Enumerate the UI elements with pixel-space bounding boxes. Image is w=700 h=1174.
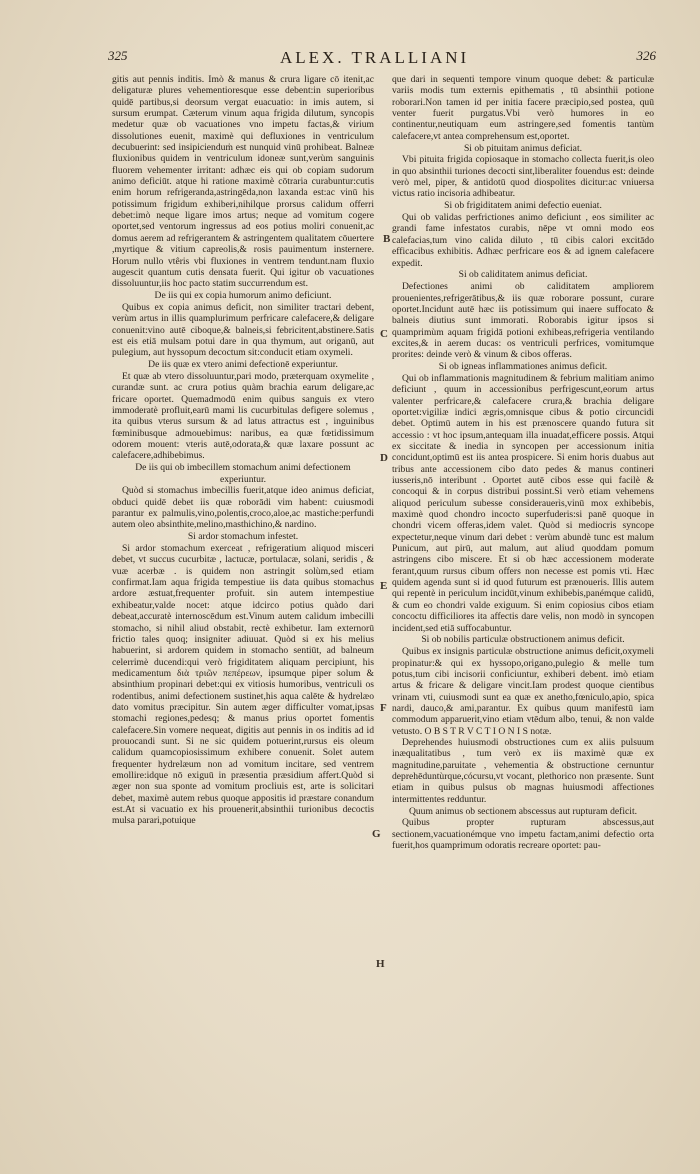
paragraph: Deprehendes huiusmodi obstructiones cum ex aliis pulsuum inæqualitatibus , tum verò ex iis maximè quæ ex magnitudine,paruitate , vehementia & obstructione cernuntur deprehēduntùrque,cócursu,vt vocant, plethorico non præsente. Sunt etiam in quibus pulsus ob magnas huiusmodi affectiones intermittentes redduntur.	[392, 736, 654, 805]
margin-letter-c: C	[380, 328, 388, 340]
paragraph: Si ardor stomachum exerceat , refrigeratium aliquod misceri debet, vt succus cucurbitæ , lactucæ, portulacæ, solani, seridis , & vuæ acerbæ . is quidem non astringit solùm,sed etiam confirmat.Iam aqua frigida tempestiue iis data quibus stomachus ardore æstuat,frequenter profuit. sin autem intempestiue exhibeatur,valde nocet: atque idcirco potius quàdo dari debeat,accuratè internoscēdum est.Vinum autem calidum imbecilli stomacho, si nihil aliud obstabit, rectè exhibetur. Iam externorū frictio tales quoq; insigniter adiuuat. Quòd si ex his melius habuerint, si ardorem quidem in stomacho sentiūt, ad balneum celerrimè ducendi:qui verò frigiditatem aliquam percipiunt, his medicamentum διὰ τριῶν πεπέρεων, ipsumque piper solum & absinthium propinari debet:qui ex vitiosis humoribus, ventriculi os rodentibus, animi defectionem sustinet,his aqua calēte & hydrelæo dato vomitus præcipitur. Sin autem æger difficulter vomat,ipsas stomachi regiones,pedesq; & manus prius oportet fomentis calefacere.Sin vomere nequeat, digitis aut pennis in os inditis ad id prouocandi sunt. Si ne sic quidem potuerint,rursus eis oleum calidum quamcopiosissimum exhibere conuenit. Solet autem frequenter hydrelæum non ad vomitum incitare, sed ventrem emollire:idque nō exiguū in præsentia præsidium affert.Quòd si æger non sua sponte ad vomitum procliuis est, arte is solicitari debet, maximè autem rebus quoque appositis id præstare conandum est.At si vacuatio ex his prouenerit,absinthii turionibus decoctis mulsa parari,potuique	[112, 543, 374, 827]
paragraph: Defectiones animi ob caliditatem ampliorem prouenientes,refrigerātibus,& iis quæ roborare possunt, curare oportet.Incidunt autē hæc iis potissimum qui inaere suffocato & balneis diutius sunt immorati. Roborabis igitur ipsos si quamprimùm aquam frigidā potioni exhibeas,refrigeria ventilando excites,& in aerem ducas: os ventriculi perfrices, vomitumque prorites: deinde verò & vinum & cibos offeras.	[392, 281, 654, 361]
paragraph: gitis aut pennis inditis. Imò & manus & crura ligare cō itenit,ac deligaturæ plures vehementioresque esse debent:in superioribus quidē partibus,si deorsum vergat euacuatio: in imis autem, si sursum erumpat. Cæterum vinum aqua frigida dilutum, syncopis medetur quæ ob vacuationes vno impetu factas,& virium dissolutiones euenit, maximè qui defluxiones in ventriculum decubuerint: sed insipicienduṁ est nunquid vinū prohibeat. Balneæ fluxionibus quidem in ventriculum idoneæ sunt,verùm sanguinis fluorem vehementer irritant: adhæc eis qui ob copiam sudorum animo deficiūt. atque hi ratione maximè cōtraria curabuntur:cutis enim horum refrigeranda,astringēda,non laxanda est:ac vinū his potissimum frigidum exhiberi,nihilque prorsus calidum offerri debet:imò neque ligare imos artus; neque ad vomitum cogere oportet,sed ventorum ingressus ad eos potius moliri conuenit,ac domus aerem ad refrigerantem & astringentem qualitatem cōuertere ,myrtique & vitium capreolis,& rosis pauimentum insternere. Horum nullo vtêris vbi fluxiones in ventrem tendunt.nam fluxio augescit quantum cutis densata fuerit. Qui igitur ob vacuationes dissoluuntur,iis hoc pacto statim succurrendum est.	[112, 74, 374, 290]
margin-letter-f: F	[380, 702, 387, 714]
section-heading: De iis quæ ex vtero animi defectionē experiuntur.	[148, 359, 338, 371]
paragraph: Quibus ex copia animus deficit, non similiter tractari debent, verùm artus in illis quamplurimum perfricare calefacere,& deligare conuenit:vino autē ciboque,& balneis,si febricitent,abstinere.Satis est eis etiā mulsam potui dare in qua thymum, aut origanū, aut pulegium, aut hyssopum decoctum sit:conducit etiam oxymeli.	[112, 301, 374, 359]
section-heading: Si ob igneas inflammationes animus deficit.	[438, 361, 608, 373]
section-heading: Si ob pituitam animus deficiat.	[463, 142, 583, 154]
section-heading: Si ob caliditatem animus deficiat.	[458, 269, 588, 281]
section-heading: Si ob nobilis particulæ obstructionem animus deficit.	[421, 634, 625, 646]
paragraph: Quibus propter rupturam abscessus,aut sectionem,vacuationémque vno impetu factam,animi defectio orta fuerit,hos quamprimum odoratis recreare oportet: pau-	[392, 817, 654, 852]
right-column	[392, 74, 654, 851]
running-title: ALEX. TRALLIANI	[280, 48, 470, 67]
margin-letter-e: E	[380, 580, 388, 592]
margin-letter-b: B	[383, 233, 391, 245]
running-header	[108, 48, 656, 70]
paragraph: que dari in sequenti tempore vinum quoque debet: & particulæ variis modis tum externis epithematis , tū absinthii potione roborari.Non tamen id per initia facere præcipio,sed postea, quū venter fuerit purgatus.Vbi verò humores in eo continentur,neutiquam eum astringere,sed fomentis tantùm calefacere,vt antea comprehensum est,oportet.	[392, 74, 654, 142]
paragraph: Qui ob validas perfrictiones animo deficiunt , eos similiter ac grandi fame infestatos curabis, nēpe vt omni modo eos calefacias,tum vino calida diluto , tū cibis calori excitādo efficacibus exhibitis. Adhæc perfricare eos & ad ignem calefacere expedit.	[392, 212, 654, 269]
paragraph: Quòd si stomachus imbecillis fuerit,atque ideo animus deficiat, obduci quidē debet iis quæ roborādi vim habent: cuiusmodi parantur ex palmulis,vino,polentis,croco,aloe,ac mastiche:perfundi autem oleo absinthite,melino,masthichino,& nardino.	[112, 485, 374, 531]
paragraph: Vbi pituita frigida copiosaque in stomacho collecta fuerit,is oleo in quo absinthii turiones decocti sint,liberaliter fouendus est: deinde verò mel, piper, & antidotū quod diospolites dicitur:ac vniuersa victus ratio incisoria adhibeatur.	[392, 154, 654, 200]
paragraph: Qui ob inflammationis magnitudinem & febrium malitiam animo deficiunt , quum in accessionibus perfrigescunt,eorum artus valenter perfricare,& calefacere crura,& brachia deligare oportet:vigiliæ indici ægris,omnisque cibus & potio circuncidi debet. Optimū autem in his est prænoscere quando futura sit accessio : vt hoc ipsum,antequam illa inuadat,efficere possis. Atqui ex siccitate & inedia in syncopen per accessionum initia concidunt,optimū est iis antea prospicere. Si enim horis duabus aut tribus ante accessionem cibo dato pedes & manus contineri iusseris,nō interibunt . Oportet autē cibos esse qui facilè & concoqui & in corpus distribui possint.Si verò etiam vehemens aliquod periculum subesse considerauerìs,vinū mox exhibebis, maximè quod chondro incocto superfuderis:si panē quoque in chondri vicem offeras,idem valet. Quòd si mediocris syncope expectetur,neque vinum dari debet : verùm abundè tunc est malum Punicum, aut pirū, aut malum, aut aliud quoddam pomum astringens cibo miscere. Et si ob hæc accessionem moderate ferant,quum rursus cibum offers non necesse est pomis vti. Hæc quidem agenda sunt si id quod futurum est prænoueris. Illis autem qui repentè in periculum incidūt,vinum exhibebis,panémque calidū, & cum eo chondri valde exiguum. Si enim copiosius cibos etiam concoctu difficiliores ita affectis dare velis, non modò in syncopen incident,sed etiā suffocabuntur.	[392, 372, 654, 634]
margin-letter-d: D	[380, 452, 388, 464]
section-heading: Quum animus ob sectionem abscessus aut rupturam deficit.	[408, 805, 638, 817]
section-heading: De iis qui ob imbecillem stomachum animi defectionem experiuntur.	[135, 462, 351, 485]
margin-letter-g: G	[372, 828, 381, 840]
section-heading: Si ardor stomachum infestet.	[187, 531, 299, 543]
paragraph: Quibus ex insignis particulæ obstructione animus deficit,oxymeli propinatur:& qui ex hyssopo,origano,pulegio & melle tum potus,tum cibi incisorii conficiuntur, exhiberi debent. imò etiam artus & fricare & deligare vincit.Iam prodest quoque cientibus vrinam vti, cuiusmodi sunt ea quæ ex anetho,fœniculo,apio, spica nardi, dauco,& ami,parantur. Ex quibus quum manifestū iam commodum apparuerit,vino etiam vtēdum albo, tenui, & non valde vetusto. O B S T R V C T I O N I S notæ.	[392, 646, 654, 737]
left-column	[112, 74, 374, 827]
section-heading: De iis qui ex copia humorum animo deficiunt.	[154, 290, 332, 302]
paragraph: Et quæ ab vtero dissoluuntur,pari modo, præterquam oxymelite , curandæ sunt. ac crura potius quàm brachia earum deligare,ac fricare oportet. Quemadmodū enim quibus sanguis ex vtero immoderatè profluit,earū mami lis cucurbitulas defigere solemus , ita quibus vterus sursum & ad latus attractus est , inguinibus fœminibusque admouebimus: naribus, ea quæ fœtidissimum odorem mouent: vteris autē,odorata,& quæ laxare possunt ac calefacere,adhibebimus.	[112, 370, 374, 462]
page-number-right: 326	[636, 48, 656, 63]
page-number-left: 325	[108, 48, 128, 63]
margin-letter-h: H	[376, 958, 385, 970]
section-heading: Si ob frigiditatem animi defectio eueniat.	[444, 200, 602, 212]
